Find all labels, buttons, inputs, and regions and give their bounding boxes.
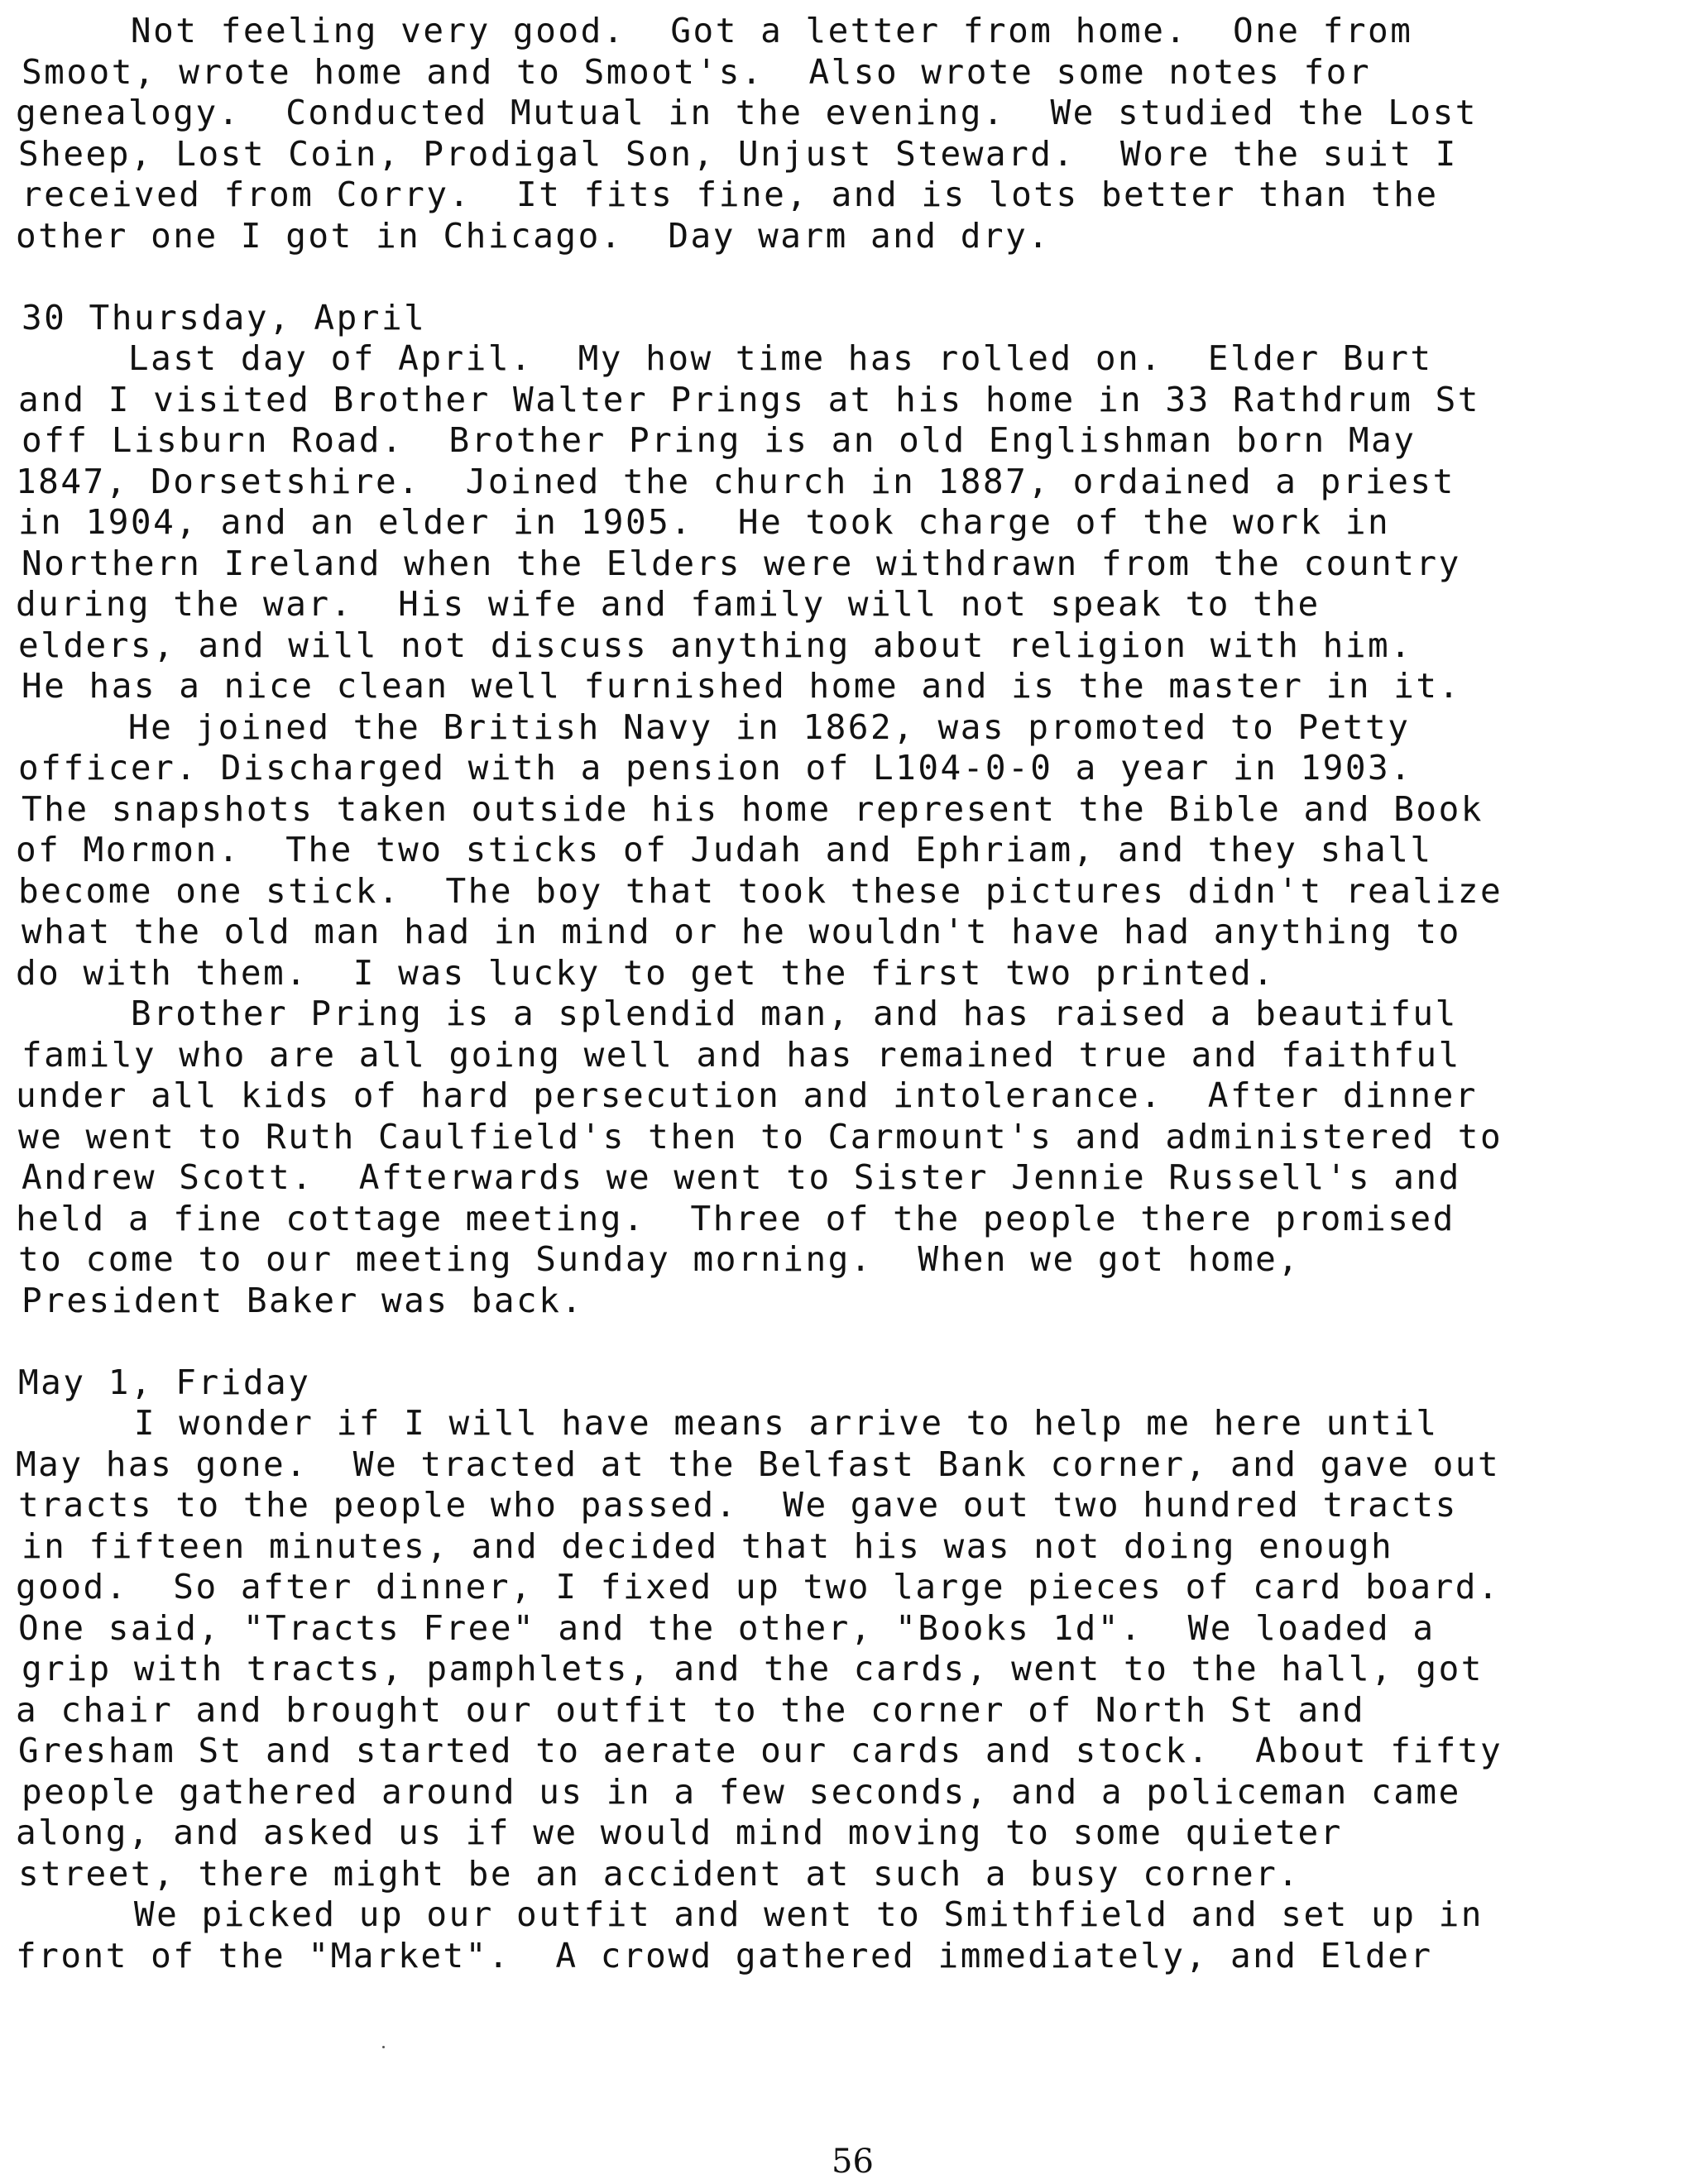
- text-line: One said, "Tracts Free" and the other, "Books 1d". We loaded a: [18, 1607, 1436, 1648]
- text-line: become one stick. The boy that took these pictures didn't realize: [18, 870, 1503, 911]
- text-line: do with them. I was lucky to get the first two printed.: [16, 952, 1276, 993]
- text-line: The snapshots taken outside his home represent the Bible and Book: [22, 788, 1484, 829]
- text-line: tracts to the people who passed. We gave out two hundred tracts: [18, 1485, 1458, 1525]
- text-line: Brother Pring is a splendid man, and has raised a beautiful: [18, 994, 1458, 1033]
- text-line: Sheep, Lost Coin, Prodigal Son, Unjust Steward. Wore the suit I: [18, 133, 1458, 174]
- text-line: good. So after dinner, I fixed up two large pieces of card board.: [16, 1567, 1501, 1607]
- text-line: street, there might be an accident at such a busy corner.: [18, 1853, 1301, 1894]
- text-line: people gathered around us in a few seconds, and a policeman came: [22, 1771, 1461, 1812]
- text-line: Gresham St and started to aerate our cards and stock. About fifty: [18, 1731, 1503, 1770]
- text-line: Northern Ireland when the Elders were withdrawn from the country: [22, 543, 1461, 583]
- text-line: family who are all going well and has remained true and faithful: [22, 1034, 1461, 1075]
- text-line: along, and asked us if we would mind moving to some quieter: [16, 1813, 1343, 1852]
- text-line: Last day of April. My how time has rolled on. Elder Burt: [16, 338, 1433, 378]
- text-line: what the old man had in mind or he wouldn't have had anything to: [22, 912, 1461, 951]
- text-line: genealogy. Conducted Mutual in the evening. We studied the Lost: [16, 93, 1478, 132]
- text-line: other one I got in Chicago. Day warm and dry.: [16, 215, 1051, 256]
- text-line: held a fine cottage meeting. Three of the people there promised: [16, 1198, 1455, 1238]
- text-line: in fifteen minutes, and decided that his was not doing enough: [22, 1525, 1394, 1566]
- text-line: during the war. His wife and family will not speak to the: [16, 584, 1321, 624]
- text-line: a chair and brought our outfit to the corner of North St and: [16, 1689, 1366, 1730]
- text-line: 1847, Dorsetshire. Joined the church in 1887, ordained a priest: [16, 461, 1455, 501]
- text-line: of Mormon. The two sticks of Judah and Ephriam, and they shall: [16, 830, 1433, 869]
- text-line: grip with tracts, pamphlets, and the cards, went to the hall, got: [22, 1649, 1484, 1688]
- text-line: Not feeling very good. Got a letter from home. One from: [18, 11, 1413, 50]
- paper-speck: [382, 2046, 385, 2048]
- text-line: front of the "Market". A crowd gathered immediately, and Elder: [16, 1935, 1433, 1976]
- text-line: 30 Thursday, April: [22, 297, 427, 338]
- text-line: President Baker was back.: [22, 1280, 584, 1320]
- text-line: under all kids of hard persecution and intolerance. After dinner: [16, 1075, 1478, 1115]
- text-line: We picked up our outfit and went to Smithfield and set up in: [22, 1894, 1484, 1934]
- text-line: May has gone. We tracted at the Belfast Bank corner, and gave out: [16, 1444, 1501, 1484]
- text-line: officer. Discharged with a pension of L104-0-0 a year in 1903.: [18, 748, 1413, 788]
- text-line: received from Corry. It fits fine, and is lots better than the: [22, 175, 1439, 214]
- text-line: elders, and will not discuss anything about religion with him.: [18, 625, 1413, 665]
- text-line: Smoot, wrote home and to Smoot's. Also wrote some notes for: [22, 51, 1372, 92]
- text-line: off Lisburn Road. Brother Pring is an old Englishman born May: [22, 420, 1417, 460]
- text-line: He has a nice clean well furnished home and is the master in it.: [22, 666, 1461, 706]
- text-line: to come to our meeting Sunday morning. When we got home,: [18, 1239, 1301, 1279]
- text-line: in 1904, and an elder in 1905. He took charge of the work in: [18, 502, 1391, 542]
- text-line: I wonder if I will have means arrive to help me here until: [22, 1403, 1439, 1443]
- page-number: 56: [832, 2143, 874, 2181]
- text-line: we went to Ruth Caulfield's then to Carmount's and administered to: [18, 1116, 1503, 1157]
- text-line: May 1, Friday: [18, 1362, 311, 1402]
- text-line: and I visited Brother Walter Prings at his home in 33 Rathdrum St: [18, 379, 1480, 419]
- text-line: He joined the British Navy in 1862, was promoted to Petty: [16, 706, 1411, 747]
- text-line: Andrew Scott. Afterwards we went to Sister Jennie Russell's and: [22, 1157, 1461, 1197]
